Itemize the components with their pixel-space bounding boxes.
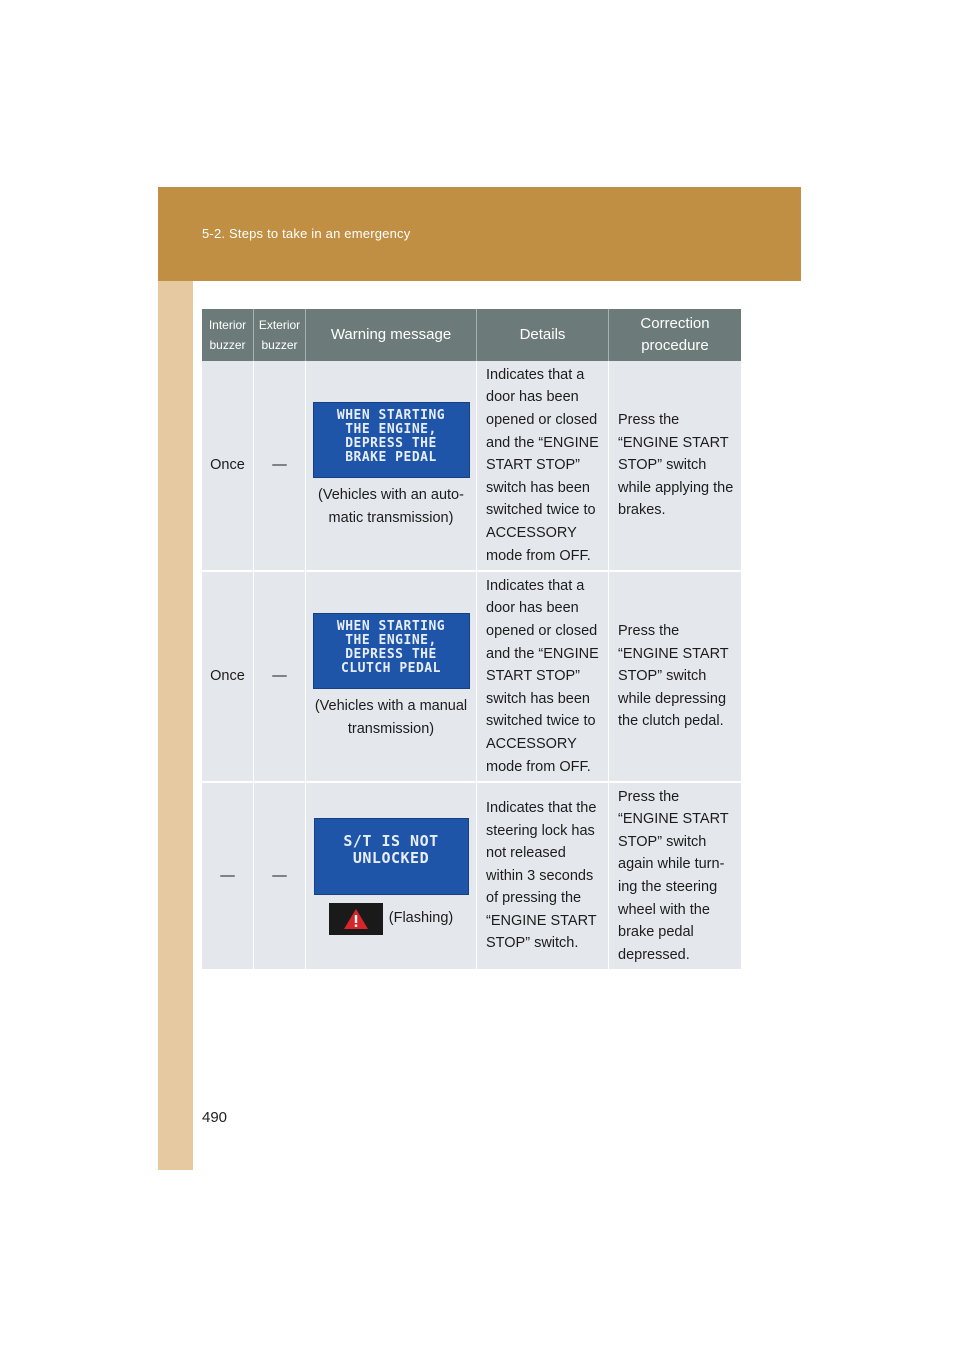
table-row xyxy=(202,361,741,572)
warning-message-cell xyxy=(306,572,477,783)
exterior-buzzer-cell: — xyxy=(254,572,306,783)
details-cell: Indicates that a door has been opened or closed and the “ENGINE START STOP” switch has been switched twice to ACCESSORY mode from OFF. xyxy=(477,361,609,572)
exterior-buzzer-cell: — xyxy=(254,361,306,572)
interior-buzzer-cell: — xyxy=(202,783,254,971)
table-header-row xyxy=(202,309,741,361)
display-message: WHEN STARTING THE ENGINE, DEPRESS THE CLUTCH PEDAL xyxy=(313,613,470,689)
warning-message-cell xyxy=(306,361,477,572)
col-warning-message: Warning message xyxy=(306,309,477,361)
table-row xyxy=(202,783,741,971)
section-title: 5-2. Steps to take in an emergency xyxy=(202,226,411,241)
message-caption: (Flashing) xyxy=(388,910,454,927)
table-row xyxy=(202,572,741,783)
col-details: Details xyxy=(477,309,609,361)
side-margin-strip xyxy=(158,281,193,1170)
details-cell: Indicates that the steering lock has not released within 3 seconds of pressing the “ENGINE START STOP” switch. xyxy=(477,783,609,971)
warning-table xyxy=(202,309,741,971)
display-message: WHEN STARTING THE ENGINE, DEPRESS THE BRAKE PEDAL xyxy=(313,402,470,478)
details-cell: Indicates that a door has been opened or closed and the “ENGINE START STOP” switch has been switched twice to ACCESSORY mode from OFF. xyxy=(477,572,609,783)
correction-cell: Press the “ENGINE START STOP” switch again while turn-ing the steering wheel with the brake pedal depressed. xyxy=(609,783,741,971)
correction-cell: Press the “ENGINE START STOP” switch while applying the brakes. xyxy=(609,361,741,572)
message-caption: (Vehicles with an auto-matic transmission) xyxy=(318,486,464,526)
interior-buzzer-cell: Once xyxy=(202,572,254,783)
col-interior-buzzer: Interior buzzer xyxy=(202,309,254,361)
flashing-indicator-row xyxy=(310,903,472,935)
exterior-buzzer-cell: — xyxy=(254,783,306,971)
display-message: S/T IS NOT UNLOCKED xyxy=(314,818,469,895)
message-caption: (Vehicles with a manual transmission) xyxy=(314,697,468,737)
warning-message-cell xyxy=(306,783,477,971)
warning-triangle-icon-graphic xyxy=(343,908,369,930)
col-correction-procedure: Correction procedure xyxy=(609,309,741,361)
warning-triangle-icon xyxy=(329,903,383,935)
page-number: 490 xyxy=(202,1109,228,1126)
col-exterior-buzzer: Exterior buzzer xyxy=(254,309,306,361)
interior-buzzer-cell: Once xyxy=(202,361,254,572)
correction-cell: Press the “ENGINE START STOP” switch while depressing the clutch pedal. xyxy=(609,572,741,783)
